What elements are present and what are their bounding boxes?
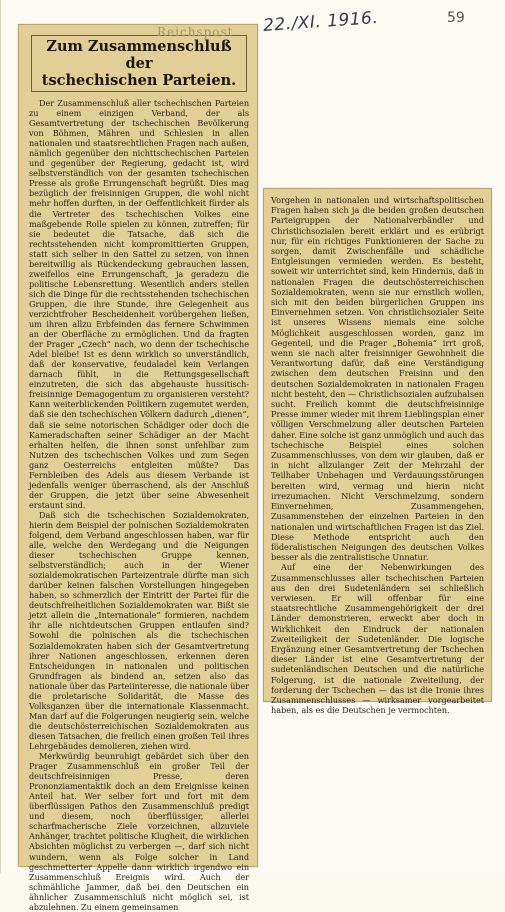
article-body-left <box>29 98 249 912</box>
paragraph: Daß sich die tschechischen Sozialdemokraten, hierin dem Beispiel der polnischen Sozialdemokraten folgend, dem Verband angeschlossen haben, war für alle, welche den Werdegang und die Neigungen dieser tschechischen Gruppe kennen, selbstverständlich; auch in der Wiener sozialdemokratischen Parteizentrale dürfte man sich darüber keinen falschen Vorstellungen hingegeben haben, so schmerzlich der Eintritt der Partei für die deutschfreiheitlichen Sozialdemokraten war. Bißt sie jetzt allein die „Internationale“ formieren, nachdem ihr alle nichtdeutschen Gruppen entlaufen sind? Sowohl die polnischen als die tschechischen Sozialdemokraten haben sich der Gesamtvertretung ihrer Nationen angeschlossen, erkennen deren Entscheidungen in nationalen und politischen Grundfragen als bindend an, setzen also das nationale über das Parteiinteresse, die nationale über die proletarische Solidarität, die Masse des Volksganzen über die internationale Klassenmacht. Man darf auf die Folgerungen neugierig sein, welche die deutschösterreichischen Sozialdemokraten aus diesen Tatsachen, die freilich einen großen Teil ihres Lehrgebäudes demolieren, ziehen wird. <box>29 509 249 751</box>
paragraph: Der Zusammenschluß aller tschechischen Parteien zu einem einzigen Verband, der als Gesamtvertretung der tschechischen Bevölkerung von Böhmen, Mähren und Schlesien in allen nationalen und staatsrechtlichen Fragen nach außen, nämlich gegenüber den nichttschechischen Parteien und gegenüber der Regierung, gedacht ist, wird selbstverständlich von der gesamten tschechischen Presse als große Errungenschaft begrüßt. Dies mag bezüglich der freisinnigen Gruppen, die wohl nicht mehr hoffen durften, in der Oeffentlichkeit fürder als die Vertreter des tschechischen Volkes eine maßgebende Rolle spielen zu können, zutreffen; für sie bedeutet die Tatsache, daß sich die rechtsstehenden nicht kompromittierten Gruppen, statt sich selber in den Sattel zu setzen, von ihnen bereitwillig als Rückendeckung gebrauchen lassen, zweifellos eine Errungenschaft, ja geradezu die politische Lebensrettung. Wesentlich anders stellen sich die Dinge für die rechtsstehenden tschechischen Gruppen, die ihre Stunde, ihre Gelegenheit aus verzichtfroher Bescheidenheit vorübergehen ließen, um ihren allzu Erbfeinden das fernere Schwimmen an der Oberfläche zu ermöglichen. Und da fragten der Prager „Czech“ nach, wo denn der tschechische Adel bleibe! Ist es denn wirklich so unverständlich, daß der konservative, feudaladel kein Verlangen darnach fühlt, in die Rettungsgesellschaft einzutreten, die sich das abgehauste hussitisch-freisinnige Demagogentum zu organisieren versteht? Kann weiterblickenden Politikern zugemutet werden, daß sie den tschechischen Völkern dadurch „dienen“, daß sie seine notorischen Schädiger oder doch die Kameradschaften seiner Schädiger an der Macht erhalten helfen, die ihnen sonst unfehlbar zum Nutzen des tschechischen Volkes und zum Segen ganz Oesterreichs entgleiten müßte? Das Fernbleiben des Adels aus diesem Verbande ist jedenfalls weniger überraschend, als der Anschluß der Gruppen, die jetzt über seine Abwesenheit erstaunt sind. <box>29 98 249 510</box>
newspaper-clipping-right <box>263 188 492 716</box>
paragraph: Merkwürdig beunruhigt gebärdet sich über den Prager Zusammenschluß ein großer Teil der deutschfreisinnigen Presse, deren Prononziamentaktik doch an dem Ereignisse keinen Anteil hat. Wer selber fort und fort mit dem überflüssigen Pathos den Zusammenschluß predigt und diesem, noch überflüssiger, allerlei scharfmacherische Ziele vorzeichnen, allzuviele Anhänger, trachtet politische Klugheit, die wirklichen Absichten möglichst zu verbergen —, darf sich nicht wundern, wenn als Folge solcher in Land geschmetterter Appelle dann wirklich irgendwo ein Zusammenschluß Ereignis wird. Auch der schmähliche Jammer, daß bei den Deutschen ein ähnlicher Zusammenschluß nicht möglich sei, ist abzulehnen. Zu einem gemeinsamen <box>29 751 249 912</box>
handwritten-date: 22./XI. 1916. <box>262 7 379 37</box>
newspaper-clipping-left <box>18 24 258 912</box>
paragraph: Vorgehen in nationalen und wirtschaftspolitischen Fragen haben sich ja die beiden großen deutschen Parteigruppen der Nationalverbändler und Christlichsozialen bereit erklärt und es erübrigt nur, für ein richtiges Funktionieren der Sache zu sorgen, damit Zwischenfälle und schädliche Entgleisungen vermieden werden. Es besteht, soweit wir unterrichtet sind, kein Hindernis, daß in nationalen Fragen die deutschösterreichischen Sozialdemokraten, wenn sie nur ernstlich wollen, sich mit den beiden bürgerlichen Gruppen ins Einvernehmen setzen. Von christlichsozialer Seite ist unseres Wissens niemals eine solche Möglichkeit ausgeschlossen worden, ganz im Gegenteil, und die Prager „Bohemia“ irrt groß, wenn sie nach alter freisinniger Gewohnheit die Verantwortung dafür, daß eine Verständigung zwischen dem deutschen Freisinn und den deutschen Sozialdemokraten in nationalen Fragen nicht besteht, den — Christlichsozialen aufzuhalsen sucht. Freilich kommt die deutschfreisinnige Presse immer wieder mit ihrem Lieblingsplan einer völligen Verschmelzung aller deutschen Parteien daher. Eine solche ist ganz unmöglich und auch das tschechische Beispiel eines solchen Zusammenschlusses, von dem wir glauben, daß er in nicht allzulanger Zeit der Mehrzahl der Teilhaber Unbehagen und Verdauungsstörungen bereiten wird, vermag und hierin nicht irrezumachen. Nicht Verschmelzung, sondern Einvernehmen, Zusammengehen, Zusammenstehen der einzelnen Parteien in den nationalen und wirtschaftlichen Fragen ist das Ziel. Diese Methode entspricht auch den föderalistischen Neigungen des deutschen Volkes besser als die zentralistische Unnatur. <box>271 195 484 563</box>
article-body-right <box>271 195 484 715</box>
headline-line-1: Zum Zusammenschluß der <box>46 38 232 72</box>
masthead-fragment: Reichspost <box>157 25 234 39</box>
paragraph: Auf eine der Nebenwirkungen des Zusammenschlusses aller tschechischen Parteien aus den drei Sudetenländern sei schließlich verwiesen. Er will offenbar für eine staatsrechtliche Zusammengehörigkeit der drei Länder demonstrieren, erweckt aber doch in Wirklichkeit den Eindruck der nationalen Zweiteiligkeit der Sudetenländer. Die logische Ergänzung einer Gesamtvertretung der Tschechen dieser Länder ist eine Gesamtvertretung der sudetenländischen Deutschen und die natürliche Folgerung, ist die nationale Zweiteilung, der forderung der Tschechen — das ist die Ironie ihres Zusammenschlusses — wirksamer vorgearbeitet haben, als es die Deutschen je vermochten. <box>271 562 484 716</box>
article-headline <box>31 35 247 92</box>
page-number: 59 <box>447 10 465 26</box>
headline-line-2: tschechischen Parteien. <box>41 72 237 89</box>
